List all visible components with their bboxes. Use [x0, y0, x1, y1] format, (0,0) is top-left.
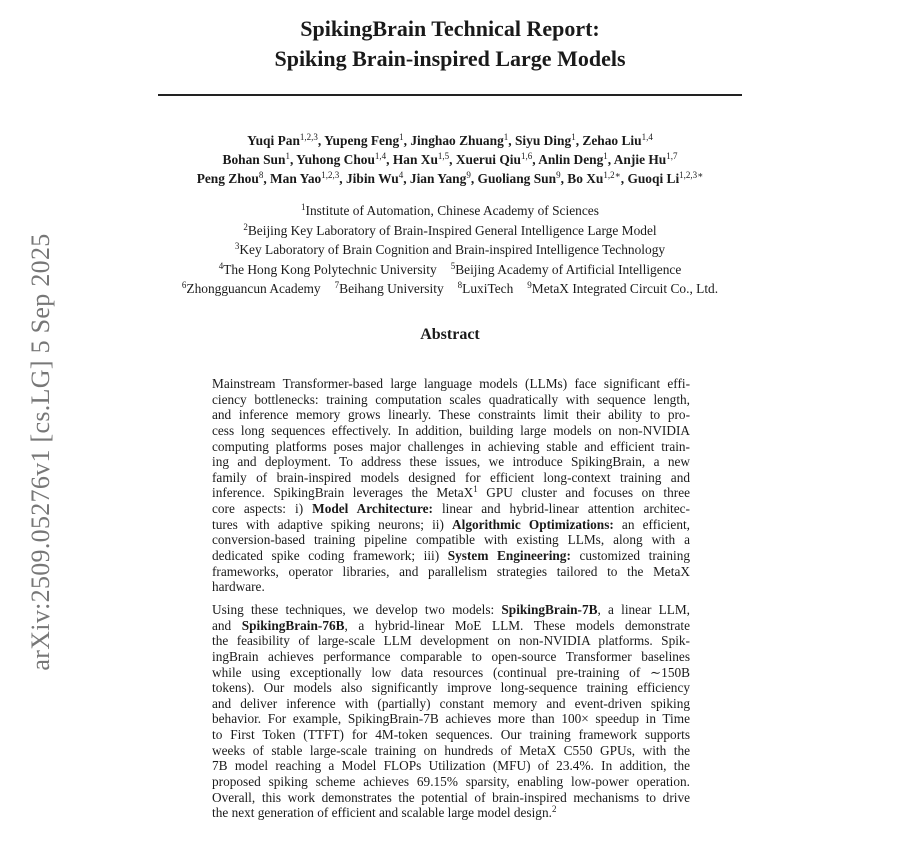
affiliation-name: LuxiTech: [462, 281, 514, 296]
author: [410, 133, 508, 148]
abstract-paragraph-2: [212, 602, 690, 821]
author-affiliation-mark: 1: [503, 132, 509, 142]
text-run: Overall, this work demonstrates the potential of brain-inspired mechanisms to drive: [212, 789, 690, 805]
author-name: Jian Yang: [409, 171, 467, 186]
author-name: Bohan Sun: [222, 152, 286, 167]
affiliation: [335, 281, 444, 296]
text-run: core aspects: i): [212, 501, 313, 517]
text-run: to First Token (TTFT) for 4M-token sequences. Our training framework supports: [212, 727, 690, 743]
author: [410, 171, 471, 186]
paper-title: [0, 14, 900, 74]
paragraph-line: [212, 680, 690, 696]
text-run: Mainstream Transformer-based large language models (LLMs) face significant effi-: [212, 376, 690, 391]
text-run: computing platforms poses major challenges in achieving stable and efficient train-: [212, 438, 690, 454]
author-affiliation-mark: 1,4: [641, 132, 653, 142]
affiliation-name: The Hong Kong Polytechnic University: [223, 261, 437, 277]
affiliation-number: 1: [301, 202, 306, 212]
paragraph-line: [212, 454, 690, 470]
affiliation-name: Institute of Automation, Chinese Academy of Sciences: [305, 203, 599, 218]
paragraph-line: [212, 517, 690, 533]
text-run: customized training: [570, 548, 690, 564]
affiliation: [235, 242, 665, 257]
author: [456, 152, 532, 167]
paragraph-line: [212, 532, 690, 548]
author-name: Guoqi Li: [627, 171, 680, 186]
author-name: Jinghao Zhuang: [410, 133, 504, 148]
affiliation-number: 3: [234, 241, 240, 251]
author-affiliation-mark: 4: [398, 170, 404, 180]
affiliation: [219, 262, 437, 277]
author-name: Peng Zhou: [196, 171, 259, 186]
affiliation-line: [0, 261, 900, 281]
text-run: the next generation of efficient and scalable large model design.: [212, 805, 552, 821]
author-name: Man Yao: [270, 171, 322, 186]
footnote-mark: 1: [473, 484, 478, 495]
author-name: Yuqi Pan: [247, 133, 300, 148]
text-run: family of brain-inspired models designed for efficient long-context training and: [212, 469, 690, 485]
author: [515, 133, 576, 148]
author-affiliation-mark: 1: [603, 151, 608, 161]
text-run: inference. SpikingBrain leverages the MetaX: [212, 485, 474, 501]
text-run: cess long sequences effectively. In addition, building large models on non-NVIDIA: [212, 422, 690, 438]
author-affiliation-mark: 1,2,3∗: [679, 170, 704, 180]
affiliation: [527, 281, 718, 296]
author-affiliation-mark: 9: [466, 170, 471, 180]
author: [614, 152, 678, 167]
paragraph-line: [212, 665, 690, 681]
author-name: Han Xu: [392, 152, 438, 167]
author: [197, 171, 264, 186]
author-name: Yupeng Feng: [324, 133, 400, 148]
text-run: ing and deployment. To address these issues, we introduce SpikingBrain, a new: [212, 454, 690, 470]
author-affiliation-mark: 1,2,3: [321, 170, 340, 180]
paragraph-line: [212, 564, 690, 580]
author: [296, 152, 386, 167]
text-run: GPU cluster and focuses on three: [477, 485, 690, 501]
author-affiliation-mark: 1: [571, 132, 576, 142]
paragraph-line: [212, 376, 690, 392]
author-list: [0, 132, 900, 189]
paragraph-line: [212, 790, 690, 806]
author-affiliation-mark: 1,7: [666, 151, 678, 161]
affiliation-number: 4: [218, 260, 224, 271]
author-affiliation-mark: 1,5: [437, 151, 450, 161]
text-run: tokens). Our models also significantly improve long-sequence training efficiency: [212, 680, 690, 696]
bold-term: SpikingBrain-76B: [241, 617, 345, 633]
affiliation: [301, 203, 599, 218]
author: [223, 152, 290, 167]
author-name: Xuerui Qiu: [455, 152, 521, 167]
affiliation: [182, 281, 321, 296]
paragraph-line: [212, 548, 690, 564]
author-line: Peng Zhou$^8$, Man Yao$^{1,2,3}$, Jibin Wu$^4$, Jian Yang$^9$, Guoliang Sun$^9$, Bo $Xu^{1,2∗}$, Guoqi $Li^{1,2,3∗}$: [196, 170, 704, 186]
author-line: Yuqi Pan$^{1,2,3}$, Yupeng Feng$^1$, Jinghao Zhuang$^1$, Siyu Ding$^1$, Zehao Liu$^{1,4}$: [247, 132, 653, 148]
paragraph-line: [212, 602, 690, 618]
text-run: dedicated spike coding framework; iii): [212, 548, 448, 564]
bold-term: SpikingBrain-7B: [501, 602, 598, 617]
affiliation-name: Beihang University: [339, 281, 444, 296]
author-affiliation-mark: 1,2,3: [299, 132, 318, 142]
affiliation: [451, 262, 682, 277]
author: [346, 171, 403, 186]
author-affiliation-mark: 1,2∗: [603, 170, 621, 180]
paragraph-line: [212, 633, 690, 649]
text-run: frameworks, operator libraries, and parallelism strategies tailored to the MetaX: [212, 563, 690, 579]
paragraph-line: [212, 618, 690, 634]
author-affiliation-mark: 1,4: [374, 151, 387, 161]
author: [247, 133, 318, 148]
paragraph-line: [212, 649, 690, 665]
author: [567, 171, 620, 186]
title-rule: [158, 94, 742, 96]
author-name: Yuhong Chou: [296, 152, 375, 167]
author-affiliation-mark: 1: [285, 151, 290, 161]
affiliation-name: Zhongguancun Academy: [186, 281, 321, 296]
affiliation-line: [0, 222, 900, 242]
paragraph-line: [212, 470, 690, 486]
author-name: Anjie Hu: [613, 152, 667, 167]
title-line-2: Spiking Brain-inspired Large Models: [274, 46, 626, 71]
paragraph-line: [212, 696, 690, 712]
paragraph-line: [212, 727, 690, 743]
text-run: , a hybrid-linear MoE LLM. These models demonstrate: [344, 617, 690, 633]
abstract-heading: Abstract: [420, 326, 480, 343]
author-affiliation-mark: 1: [399, 132, 404, 142]
text-run: and inference memory grows linearly. These constraints limit their ability to pro-: [212, 407, 690, 423]
text-run: weeks of stable large-scale training on hundreds of MetaX C550 GPUs, with the: [212, 742, 690, 758]
paragraph-line: [212, 392, 690, 408]
text-run: , a linear LLM,: [597, 602, 691, 617]
text-run: ingBrain achieves performance comparable to open-source Transformer baselines: [212, 648, 690, 664]
text-run: conversion-based training pipeline compatible with existing LLMs, along with a: [212, 532, 690, 548]
affiliation-number: 2: [243, 221, 248, 232]
text-run: the feasibility of large-scale LLM development on non-NVIDIA platforms. Spik-: [212, 633, 690, 649]
author-name: Siyu Ding: [514, 133, 572, 148]
affiliation-line: [0, 202, 900, 222]
affiliation-number: 9: [527, 280, 532, 290]
abstract-paragraph-1: [212, 376, 690, 595]
arxiv-identifier: arXiv:2509.05276v1 [cs.LG] 5 Sep 2025: [26, 233, 55, 671]
text-run: ciency bottlenecks: training computation scales quadratically with sequence length,: [212, 391, 690, 407]
affiliation-line: [0, 241, 900, 261]
affiliation-number: 7: [334, 280, 340, 290]
paragraph-line: [212, 485, 690, 501]
paragraph-line: [212, 774, 690, 790]
affiliation-name: Key Laboratory of Brain Cognition and Brain-inspired Intelligence Technology: [239, 242, 666, 257]
paragraph-line: [212, 501, 690, 517]
text-run: Using these techniques, we develop two models:: [212, 602, 502, 617]
bold-term: Model Architecture:: [312, 501, 433, 517]
text-run: 7B model reaching a Model FLOPs Utilization (MFU) of 23.4%. In addition, the: [212, 758, 690, 774]
title-line-1: SpikingBrain Technical Report:: [300, 16, 600, 41]
author-name: Anlin Deng: [538, 152, 604, 167]
paragraph-line: [212, 407, 690, 423]
author-line: Bohan Sun$^1$, Yuhong Chou$^{1,4}$, Han Xu$^{1,5}$, Xuerui Qiu$^{1,6}$, Anlin Deng$^1$, Anjie Hu$^{1,7}$: [222, 151, 678, 167]
text-run: hardware.: [212, 579, 265, 595]
author: [270, 171, 339, 186]
text-run: and: [212, 617, 242, 633]
author: [324, 133, 404, 148]
text-run: proposed spiking scheme achieves 69.15% sparsity, enabling low-power operation.: [212, 774, 690, 790]
author-affiliation-mark: 1,6: [520, 151, 533, 161]
author: [627, 171, 703, 186]
affiliation-name: Beijing Key Laboratory of Brain-Inspired General Intelligence Large Model: [247, 222, 657, 238]
paragraph-line: [212, 423, 690, 439]
text-run: linear and hybrid-linear attention architec-: [432, 501, 690, 517]
text-run: tures with adaptive spiking neurons; ii): [212, 516, 453, 532]
text-run: and deliver inference with (partially) constant memory and event-driven spiking: [212, 695, 690, 711]
author-affiliation-mark: 9: [556, 170, 561, 180]
affiliation-number: 8: [457, 280, 463, 290]
author-name: Jibin Wu: [345, 171, 399, 186]
paragraph-line: [212, 743, 690, 759]
affiliation-number: 6: [181, 280, 187, 290]
author: [538, 152, 608, 167]
affiliation-list: [0, 202, 900, 300]
bold-term: System Engineering:: [447, 548, 571, 564]
text-run: while using exceptionally low data resources (continual pre-training of ∼150B: [212, 664, 690, 680]
paragraph-line: [212, 579, 690, 595]
paragraph-line: [212, 439, 690, 455]
affiliation-name: MetaX Integrated Circuit Co., Ltd.: [531, 281, 719, 296]
author: [393, 152, 449, 167]
author: [582, 133, 652, 148]
footnote-mark: 2: [551, 804, 557, 815]
author-name: Bo Xu: [567, 171, 604, 186]
paragraph-line: [212, 758, 690, 774]
bold-term: Algorithmic Optimizations:: [452, 516, 614, 532]
author: [478, 171, 561, 186]
paragraph-line: [212, 805, 690, 821]
affiliation-number: 5: [450, 260, 456, 271]
affiliation-name: Beijing Academy of Artificial Intelligence: [455, 261, 682, 277]
text-run: an efficient,: [613, 516, 690, 532]
author-name: Zehao Liu: [582, 133, 642, 148]
author-name: Guoliang Sun: [477, 171, 557, 186]
affiliation-line: [0, 280, 900, 300]
affiliation: [458, 281, 514, 296]
affiliation: [243, 223, 656, 238]
paragraph-line: [212, 711, 690, 727]
author-affiliation-mark: 8: [258, 170, 264, 180]
text-run: behavior. For example, SpikingBrain-7B achieves more than 100× speedup in Time: [212, 711, 690, 727]
